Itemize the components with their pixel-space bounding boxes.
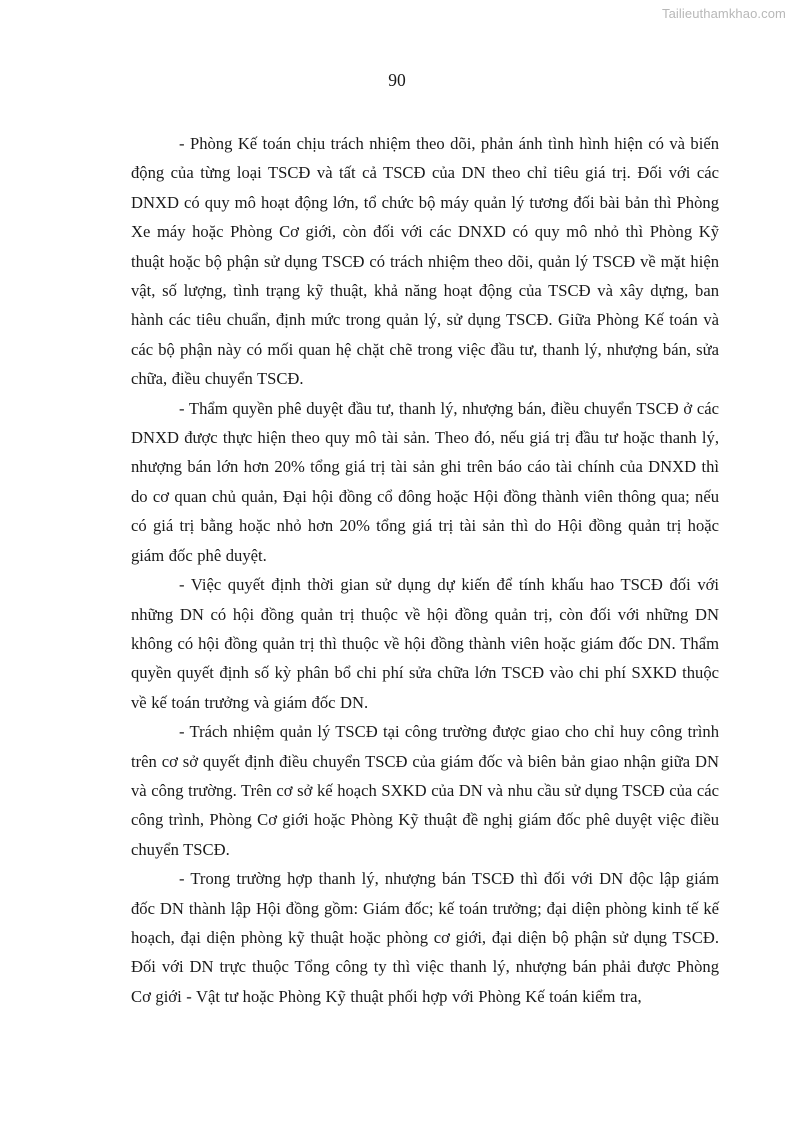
paragraph-accounting-department: - Phòng Kế toán chịu trách nhiệm theo dõi, phản ánh tình hình hiện có và biến động của từng loại TSCĐ và tất cả TSCĐ của DN theo chỉ tiêu giá trị. Đối với các DNXD có quy mô hoạt động lớn, tổ chức bộ máy quản lý tương đối bài bản thì Phòng Xe máy hoặc Phòng Cơ giới, còn đối với các DNXD có quy mô nhỏ thì Phòng Kỹ thuật hoặc bộ phận sử dụng TSCĐ có trách nhiệm theo dõi, quản lý TSCĐ về mặt hiện vật, số lượng, tình trạng kỹ thuật, khả năng hoạt động của TSCĐ và xây dựng, ban hành các tiêu chuẩn, định mức trong quản lý, sử dụng TSCĐ. Giữa Phòng Kế toán và các bộ phận này có mối quan hệ chặt chẽ trong việc đầu tư, thanh lý, nhượng bán, sửa chữa, điều chuyển TSCĐ.	[131, 134, 719, 389]
paragraph-site-management: - Trách nhiệm quản lý TSCĐ tại công trường được giao cho chỉ huy công trình trên cơ sở quyết định điều chuyển TSCĐ của giám đốc và biên bản giao nhận giữa DN và công trường. Trên cơ sở kế hoạch SXKD của DN và nhu cầu sử dụng TSCĐ của các công trình, Phòng Cơ giới hoặc Phòng Kỹ thuật đề nghị giám đốc phê duyệt việc điều chuyển TSCĐ.	[131, 722, 719, 859]
paragraph-depreciation-decision: - Việc quyết định thời gian sử dụng dự kiến để tính khấu hao TSCĐ đối với những DN có hội đồng quản trị thuộc về hội đồng quản trị, còn đối với những DN không có hội đồng quản trị thì thuộc về hội đồng thành viên hoặc giám đốc DN. Thẩm quyền quyết định số kỳ phân bổ chi phí sửa chữa lớn TSCĐ vào chi phí SXKD thuộc về kế toán trưởng và giám đốc DN.	[131, 575, 719, 712]
paragraph-liquidation: - Trong trường hợp thanh lý, nhượng bán TSCĐ thì đối với DN độc lập giám đốc DN thành lập Hội đồng gồm: Giám đốc; kế toán trưởng; đại diện phòng kinh tế kế hoạch, đại diện phòng kỹ thuật hoặc phòng cơ giới, đại diện bộ phận sử dụng TSCĐ. Đối với DN trực thuộc Tổng công ty thì việc thanh lý, nhượng bán phải được Phòng Cơ giới - Vật tư hoặc Phòng Kỹ thuật phối hợp với Phòng Kế toán kiểm tra,	[131, 869, 719, 1006]
document-body	[131, 129, 719, 1011]
page-number: 90	[388, 70, 406, 90]
watermark-text: Tailieuthamkhao.com	[661, 6, 786, 21]
paragraph-approval-authority: - Thẩm quyền phê duyệt đầu tư, thanh lý, nhượng bán, điều chuyển TSCĐ ở các DNXD được thực hiện theo quy mô tài sản. Theo đó, nếu giá trị đầu tư hoặc thanh lý, nhượng bán lớn hơn 20% tổng giá trị tài sản ghi trên báo cáo tài chính của DNXD thì do cơ quan chủ quản, Đại hội đồng cổ đông hoặc Hội đồng thành viên thông qua; nếu có giá trị bằng hoặc nhỏ hơn 20% tổng giá trị tài sản thì do Hội đồng quản trị hoặc giám đốc phê duyệt.	[131, 398, 719, 565]
